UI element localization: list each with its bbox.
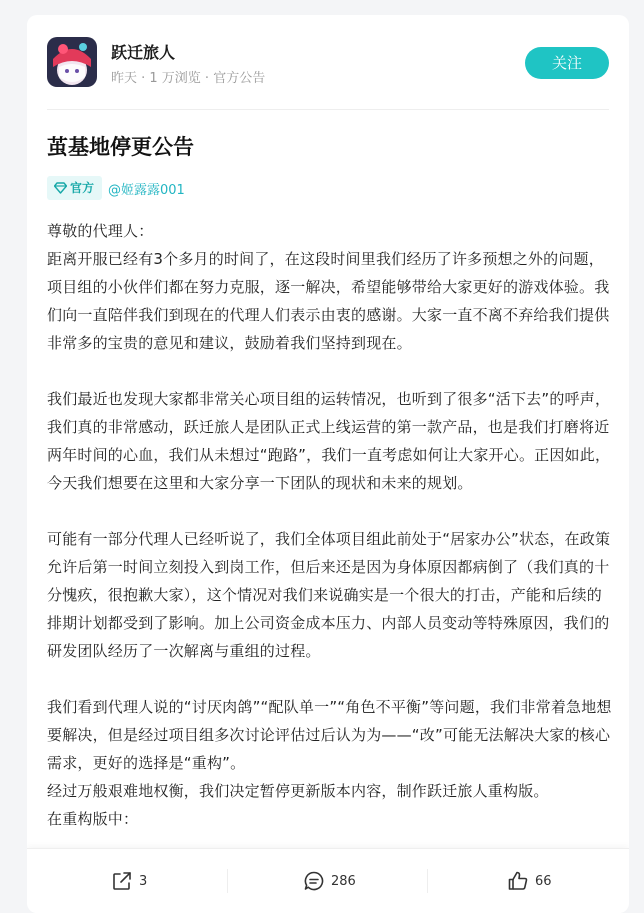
comment-button[interactable]	[303, 849, 356, 913]
paragraph: 我们最近也发现大家都非常关心项目组的运转情况，也听到了很多“活下去”的呼声，我们真的非常感动，跃迁旅人是团队正式上线运营的第一款产品，也是我们打磨将近两年时间的心血，我们从未想过“跑路”，我们一直考虑如何让大家开心。正因如此，今天我们想要在这里和大家分享一下团队的现状和未来的规划。	[47, 390, 611, 492]
diamond-icon	[54, 182, 67, 194]
post-tags	[47, 176, 185, 200]
post-meta: 昨天 · 1 万浏览 · 官方公告	[111, 71, 266, 86]
paragraph: 在重构版中：	[47, 810, 139, 828]
paragraph: 尊敬的代理人：	[47, 222, 154, 240]
share-count: 3	[139, 873, 148, 889]
mention-link[interactable]: @姬露露001	[108, 182, 185, 198]
header-divider	[47, 109, 609, 110]
action-separator	[427, 869, 428, 893]
paragraph-gap	[47, 497, 615, 525]
like-button[interactable]	[507, 849, 552, 913]
paragraph: 可能有一部分代理人已经听说了，我们全体项目组此前处于“居家办公”状态，在政策允许后第一时间立刻投入到岗工作，但后来还是因为身体原因都病倒了（我们真的十分愧疚，很抱歉大家），这个情况对我们来说确实是一个很大的打击，产能和后续的排期计划都受到了影响。加上公司资金成本压力、内部人员变动等特殊原因，我们的研发团队经历了一次解离与重组的过程。	[47, 530, 611, 660]
official-badge	[47, 176, 102, 200]
share-icon	[111, 870, 133, 892]
action-separator	[227, 869, 228, 893]
paragraph-gap	[47, 357, 615, 385]
author-avatar[interactable]	[47, 37, 97, 87]
official-label: 官方	[70, 181, 95, 195]
author-name[interactable]: 跃迁旅人	[111, 43, 176, 62]
author-header	[47, 37, 609, 87]
paragraph-gap	[47, 665, 615, 693]
post-title: 茧基地停更公告	[47, 135, 194, 159]
share-button[interactable]	[111, 849, 147, 913]
follow-button[interactable]: 关注	[525, 47, 609, 79]
paragraph: 我们看到代理人说的“讨厌肉鸽”“配队单一”“角色不平衡”等问题，我们非常着急地想要解决，但是经过项目组多次讨论评估过后认为为——“改”可能无法解决大家的核心需求，更好的选择是“重构”。	[47, 698, 612, 772]
comment-count: 286	[331, 873, 356, 889]
thumbs-up-icon	[507, 870, 529, 892]
like-count: 66	[535, 873, 552, 889]
post-content	[47, 217, 615, 833]
paragraph: 距离开服已经有3个多月的时间了，在这段时间里我们经历了许多预想之外的问题，项目组的小伙伴们都在努力克服，逐一解决，希望能够带给大家更好的游戏体验。我们向一直陪伴我们到现在的代理人们表示由衷的感谢。大家一直不离不弃给我们提供非常多的宝贵的意见和建议，鼓励着我们坚持到现在。	[47, 250, 610, 352]
comment-icon	[303, 870, 325, 892]
action-bar	[27, 848, 629, 913]
paragraph: 经过万般艰难地权衡，我们决定暂停更新版本内容，制作跃迁旅人重构版。	[47, 782, 549, 800]
post-card	[27, 15, 629, 913]
